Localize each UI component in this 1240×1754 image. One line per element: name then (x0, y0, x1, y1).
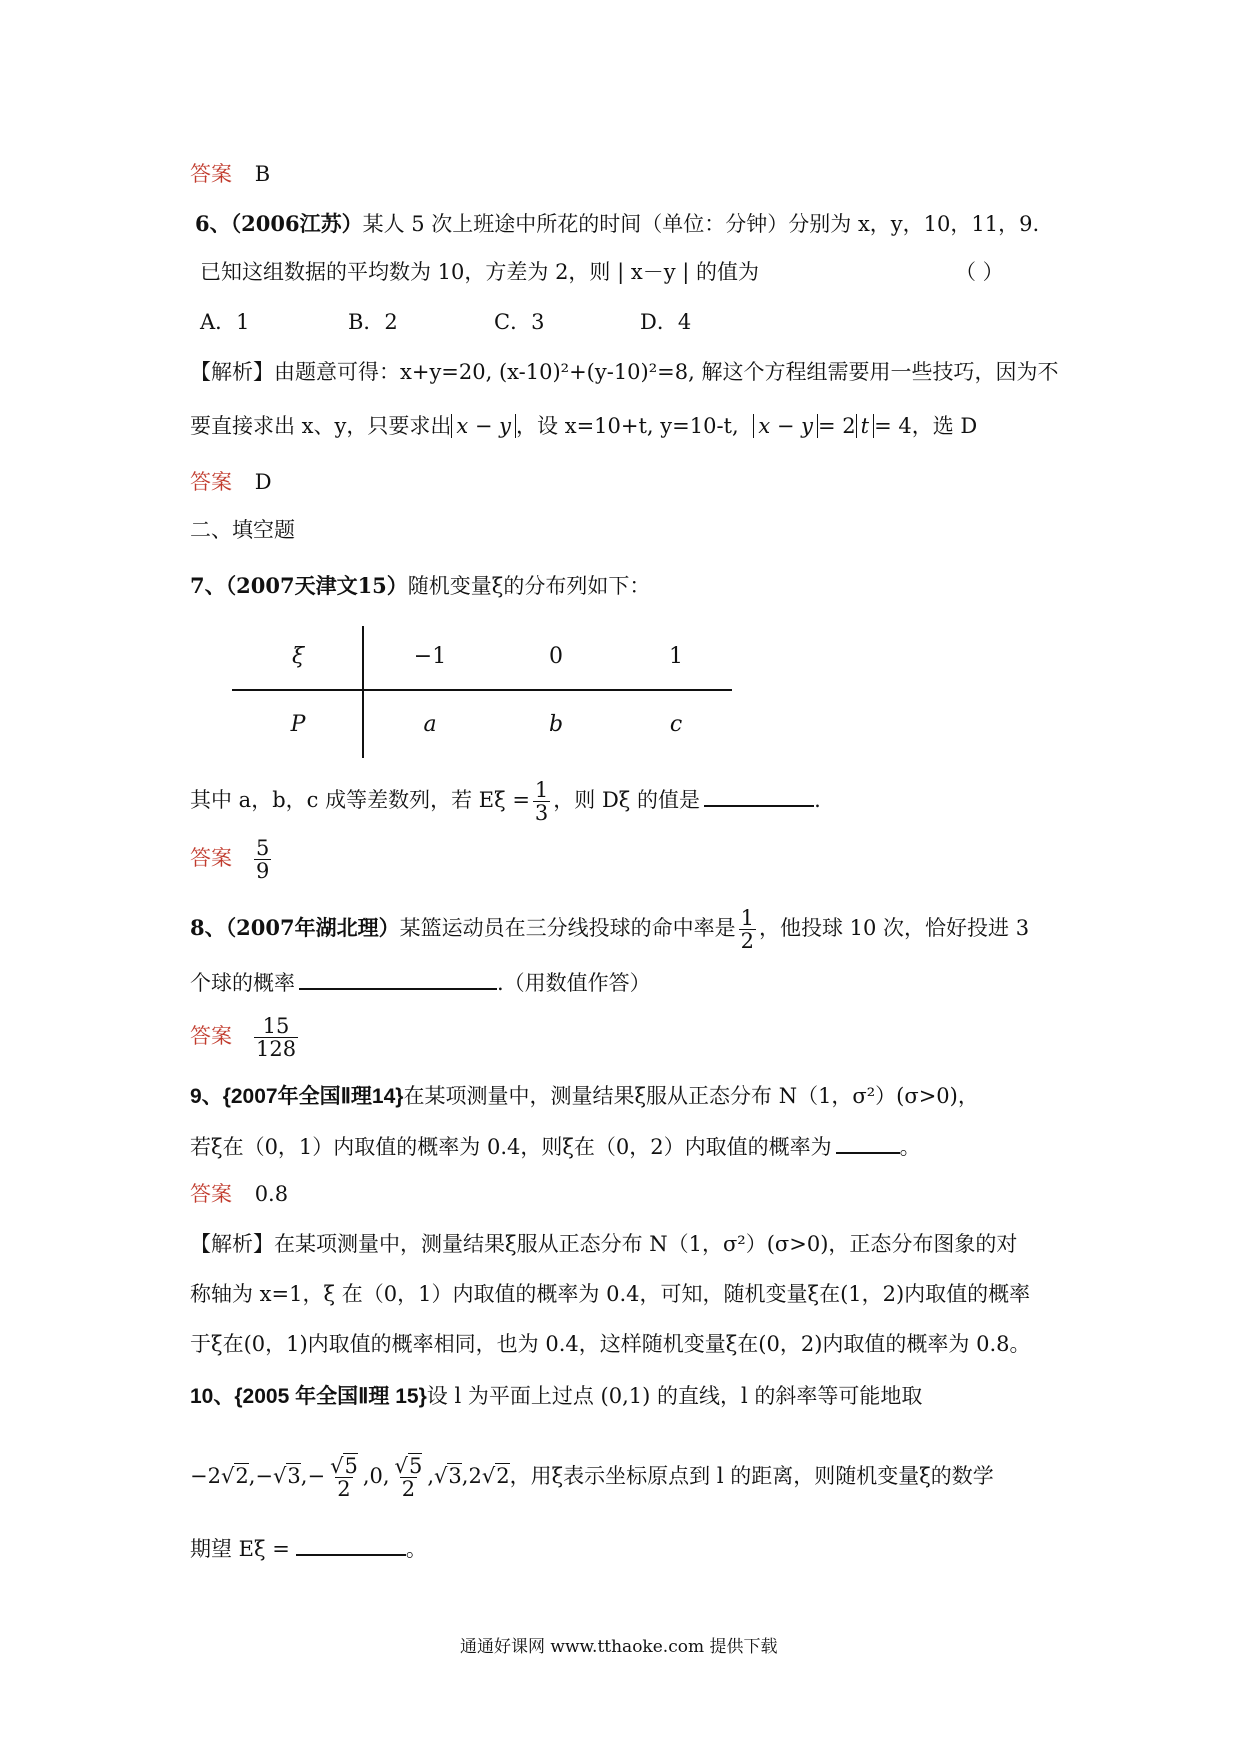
value-coef: −2 (190, 1464, 221, 1488)
option-c: C．3 (494, 310, 545, 334)
analysis-tag: 【解析】 (190, 360, 274, 384)
q6-analysis-line2 (190, 412, 977, 440)
q7-stem (190, 572, 650, 600)
q10-stem-line1 (190, 1382, 922, 1411)
question-text: 。 (405, 1537, 427, 1561)
numerator: √5 (330, 1453, 358, 1478)
question-text: 已知这组数据的平均数为 10，方差为 2，则 | x－y | 的值为 (200, 260, 759, 284)
sqrt-symbol: √ (273, 1464, 287, 1488)
option-b: B．2 (348, 310, 398, 334)
answer-label: 答案 (190, 162, 232, 186)
q10-values-line (190, 1444, 994, 1508)
question-text: .（用数值作答） (497, 971, 651, 995)
numerator: 1 (740, 905, 754, 930)
radicand: 5 (408, 1453, 423, 1478)
fraction-one-half (739, 907, 756, 952)
numerator: √5 (394, 1453, 423, 1478)
question-text: 设 l 为平面上过点 (0,1) 的直线，l 的斜率等可能地取 (426, 1384, 923, 1408)
question-text: 期望 Eξ = (190, 1537, 290, 1561)
value-sep: , (427, 1464, 434, 1488)
table-cell: 0 (549, 644, 563, 669)
radicand: 3 (448, 1464, 462, 1488)
radicand: 2 (235, 1464, 249, 1488)
q9-answer-row (190, 1180, 288, 1208)
numerator: 15 (262, 1013, 290, 1038)
numerator: 1 (534, 777, 549, 802)
fraction-sqrt5-over-2 (393, 1455, 425, 1500)
question-source: （2007年湖北理） (225, 915, 400, 940)
abs-t: t (856, 414, 874, 438)
table-row2-head: P (290, 712, 306, 737)
answer-value: 0.8 (254, 1182, 289, 1206)
denominator: 9 (256, 859, 270, 883)
answer-value: B (254, 162, 271, 186)
value-sep: ,− (300, 1464, 326, 1488)
q6-stem-line2 (200, 258, 759, 286)
question-text: 在某项测量中，测量结果ξ服从正态分布 N（1，σ²）(σ>0)， (403, 1084, 979, 1108)
table-cell: c (669, 712, 683, 737)
fraction-sqrt5-over-2 (328, 1455, 360, 1500)
question-number: 6、 (195, 211, 231, 236)
numerator: 5 (256, 835, 270, 860)
question-text: 个球的概率 (190, 971, 295, 995)
question-number: 7、 (190, 573, 226, 598)
q7-condition (190, 770, 821, 830)
question-text: 随机变量ξ的分布列如下： (407, 574, 651, 598)
answer-label: 答案 (190, 1182, 232, 1206)
page-footer: 通通好课网 www.tthaoke.com 提供下载 (460, 1637, 778, 1657)
q8-answer-row (190, 1006, 301, 1066)
question-text: 若ξ在（0，1）内取值的概率为 0.4，则ξ在（0，2）内取值的概率为 (190, 1135, 832, 1159)
q9-analysis-line1 (190, 1230, 1017, 1258)
q7-answer-row (190, 828, 274, 888)
q6-analysis-line1 (190, 358, 1058, 386)
answer-label: 答案 (190, 470, 232, 494)
question-number: 10、 (190, 1385, 235, 1408)
value-sep: ,− (248, 1464, 274, 1488)
table-cell: a (423, 712, 437, 737)
value-sep: ,0, (362, 1464, 390, 1488)
table-cell: b (548, 712, 564, 737)
sqrt-symbol: √ (434, 1464, 448, 1488)
answer-blank[interactable] (704, 785, 814, 807)
q6-stem-line1 (195, 210, 1039, 238)
condition-text: ，则 Dξ 的值是 (553, 788, 701, 812)
question-text: ，用ξ表示坐标原点到 l 的距离，则随机变量ξ的数学 (509, 1464, 994, 1488)
denominator: 2 (337, 1477, 351, 1501)
value-coef: ,2 (461, 1464, 482, 1488)
analysis-text: 在某项测量中，测量结果ξ服从正态分布 N（1，σ²）(σ>0)，正态分布图象的对 (274, 1232, 1018, 1256)
denominator: 3 (534, 801, 549, 825)
q8-stem-line2 (190, 968, 651, 997)
answer-blank[interactable] (836, 1132, 900, 1154)
analysis-text: 要直接求出 x、y，只要求出 (190, 414, 452, 438)
question-text: 某人 5 次上班途中所花的时间（单位：分钟）分别为 x，y，10，11，9. (362, 212, 1040, 236)
answer-fraction (254, 1015, 298, 1060)
question-number: 9、 (190, 1085, 223, 1108)
question-source: {2005 年全国Ⅱ理 15} (234, 1385, 427, 1408)
analysis-text: ，设 x=10+t, y=10-t, (516, 414, 739, 438)
radicand: 2 (496, 1464, 510, 1488)
question-source: {2007年全国Ⅱ理14} (222, 1085, 404, 1108)
denominator: 128 (256, 1037, 297, 1061)
table-cell: −1 (413, 644, 447, 669)
denominator: 2 (401, 1477, 416, 1501)
section-heading: 二、填空题 (190, 518, 295, 542)
q9-stem-line1 (190, 1082, 979, 1111)
answer-fraction (254, 837, 271, 882)
equation-part: = 2 (818, 414, 856, 438)
question-number: 8、 (190, 915, 226, 940)
answer-label: 答案 (190, 846, 232, 870)
answer-value: D (254, 470, 272, 494)
answer-blank[interactable] (296, 1534, 406, 1556)
abs-x-minus-y-2: x − y (753, 414, 818, 438)
table-cell: 1 (669, 644, 683, 669)
q9-analysis-line3: 于ξ在(0，1)内取值的概率相同，也为 0.4，这样随机变量ξ在(0，2)内取值的概率为 0.8。 (190, 1332, 1031, 1356)
question-text: ，他投球 10 次，恰好投进 3 (758, 916, 1030, 940)
q9-stem-line2 (190, 1132, 921, 1161)
analysis-tag: 【解析】 (190, 1232, 274, 1256)
answer-blank[interactable] (299, 968, 497, 990)
sqrt-symbol: √ (220, 1464, 235, 1488)
q8-stem-line1 (190, 898, 1029, 958)
question-source: （2007天津文15） (225, 573, 408, 598)
table-vertical-rule (362, 626, 364, 758)
radicand: 5 (344, 1453, 358, 1478)
answer-parenthesis: （ ） (955, 260, 1004, 284)
question-text: 。 (899, 1135, 921, 1159)
analysis-text: 由题意可得：x+y=20, (x-10)²+(y-10)²=8, 解这个方程组需要用一些技巧，因为不 (274, 360, 1059, 384)
answer-label: 答案 (190, 1024, 232, 1048)
q10-stem-line3 (190, 1534, 427, 1563)
question-source: （2006江苏） (230, 211, 363, 236)
option-a: A．1 (200, 310, 250, 334)
abs-x-minus-y: x − y (451, 414, 516, 438)
condition-text: 其中 a，b，c 成等差数列，若 Eξ = (190, 788, 530, 812)
condition-end: . (814, 788, 821, 812)
radicand: 3 (287, 1464, 301, 1488)
table-horizontal-rule (232, 689, 732, 691)
question-text: 某篮运动员在三分线投球的命中率是 (399, 916, 736, 940)
table-row1-head: ξ (291, 644, 305, 669)
q9-analysis-line2: 称轴为 x=1，ξ 在（0，1）内取值的概率为 0.4，可知，随机变量ξ在(1，2)内取值的概率 (190, 1282, 1031, 1306)
q5-answer-row (190, 160, 270, 188)
q6-answer-row (190, 468, 272, 496)
equation-end: = 4，选 D (874, 414, 978, 438)
sqrt-symbol: √ (481, 1464, 496, 1488)
denominator: 2 (740, 929, 754, 953)
option-d: D．4 (640, 310, 692, 334)
fraction-one-third (533, 779, 550, 824)
